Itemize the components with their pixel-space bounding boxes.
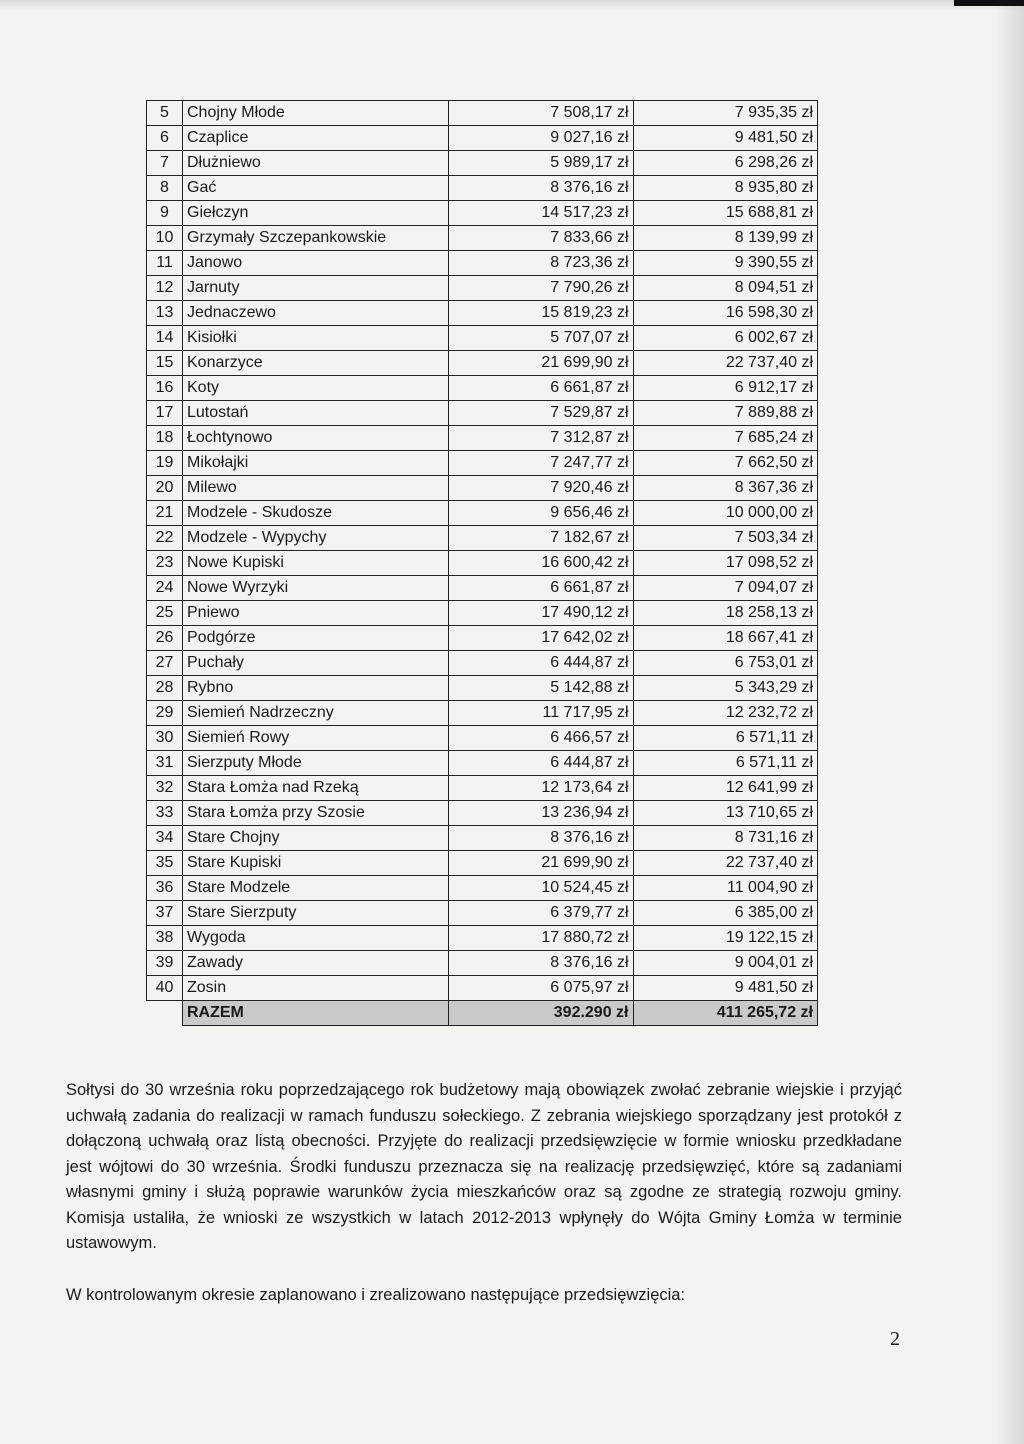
amount-2012: 7 920,46 zł <box>449 476 634 501</box>
row-number: 37 <box>147 901 183 926</box>
row-number: 15 <box>147 351 183 376</box>
table-row <box>147 876 818 901</box>
table-row <box>147 301 818 326</box>
table-row <box>147 201 818 226</box>
village-name: Lutostań <box>183 401 449 426</box>
amount-2013: 5 343,29 zł <box>633 676 818 701</box>
amount-2012: 7 790,26 zł <box>449 276 634 301</box>
amount-2013: 6 571,11 zł <box>633 751 818 776</box>
row-number: 25 <box>147 601 183 626</box>
solectwa-fund-table <box>146 100 818 1026</box>
table-row <box>147 801 818 826</box>
village-name: Giełczyn <box>183 201 449 226</box>
amount-2013: 11 004,90 zł <box>633 876 818 901</box>
row-number: 34 <box>147 826 183 851</box>
amount-2013: 10 000,00 zł <box>633 501 818 526</box>
amount-2012: 7 833,66 zł <box>449 226 634 251</box>
amount-2012: 6 661,87 zł <box>449 576 634 601</box>
row-number: 21 <box>147 501 183 526</box>
row-number: 13 <box>147 301 183 326</box>
row-number: 38 <box>147 926 183 951</box>
row-number: 20 <box>147 476 183 501</box>
amount-2013: 8 094,51 zł <box>633 276 818 301</box>
village-name: Czaplice <box>183 126 449 151</box>
amount-2012: 5 142,88 zł <box>449 676 634 701</box>
village-name: Stara Łomża przy Szosie <box>183 801 449 826</box>
amount-2012: 6 444,87 zł <box>449 651 634 676</box>
village-name: Kisiołki <box>183 326 449 351</box>
row-number: 29 <box>147 701 183 726</box>
row-number: 36 <box>147 876 183 901</box>
amount-2012: 21 699,90 zł <box>449 851 634 876</box>
amount-2012: 7 529,87 zł <box>449 401 634 426</box>
table-row <box>147 376 818 401</box>
row-number: 40 <box>147 976 183 1001</box>
amount-2013: 7 503,34 zł <box>633 526 818 551</box>
table-row <box>147 326 818 351</box>
row-number: 12 <box>147 276 183 301</box>
village-name: Wygoda <box>183 926 449 951</box>
page-number: 2 <box>890 1328 900 1350</box>
amount-2013: 6 298,26 zł <box>633 151 818 176</box>
row-number: 5 <box>147 101 183 126</box>
amount-2013: 6 002,67 zł <box>633 326 818 351</box>
village-name: Stare Modzele <box>183 876 449 901</box>
village-name: Dłużniewo <box>183 151 449 176</box>
amount-2013: 6 753,01 zł <box>633 651 818 676</box>
table-row <box>147 476 818 501</box>
table-row <box>147 751 818 776</box>
village-name: Rybno <box>183 676 449 701</box>
village-name: Janowo <box>183 251 449 276</box>
amount-2013: 9 481,50 zł <box>633 976 818 1001</box>
table-row <box>147 676 818 701</box>
amount-2012: 14 517,23 zł <box>449 201 634 226</box>
row-number: 30 <box>147 726 183 751</box>
row-number: 22 <box>147 526 183 551</box>
amount-2013: 9 390,55 zł <box>633 251 818 276</box>
amount-2013: 8 139,99 zł <box>633 226 818 251</box>
total-2013: 411 265,72 zł <box>633 1001 818 1026</box>
village-name: Modzele - Wypychy <box>183 526 449 551</box>
table-row <box>147 176 818 201</box>
amount-2012: 10 524,45 zł <box>449 876 634 901</box>
village-name: Gać <box>183 176 449 201</box>
row-number: 9 <box>147 201 183 226</box>
village-name: Jarnuty <box>183 276 449 301</box>
amount-2012: 21 699,90 zł <box>449 351 634 376</box>
village-name: Pniewo <box>183 601 449 626</box>
village-name: Mikołajki <box>183 451 449 476</box>
paragraph-fund-procedure: Sołtysi do 30 września roku poprzedzającego rok budżetowy mają obowiązek zwołać zebranie wiejskie i przyjąć uchwałą zadania do realizacji w ramach funduszu sołeckiego. Z zebrania wiejskiego sporządzany jest protokół z dołączoną uchwałą oraz listą obecności. Przyjęte do realizacji przedsięwzięcie w formie wniosku przedkładane jest wójtowi do 30 września. Środki funduszu przeznacza się na realizację przedsięwzięć, które są zadaniami własnymi gminy i służą poprawie warunków życia mieszkańców oraz są zgodne ze strategią rozwoju gminy. Komisja ustaliła, że wnioski ze wszystkich w latach 2012-2013 wpłynęły do Wójta Gminy Łomża w terminie ustawowym. <box>66 1081 902 1252</box>
amount-2013: 18 667,41 zł <box>633 626 818 651</box>
table-row <box>147 951 818 976</box>
amount-2012: 5 989,17 zł <box>449 151 634 176</box>
amount-2012: 6 466,57 zł <box>449 726 634 751</box>
village-name: Siemień Nadrzeczny <box>183 701 449 726</box>
table-row <box>147 726 818 751</box>
village-name: Stare Kupiski <box>183 851 449 876</box>
table-row <box>147 101 818 126</box>
amount-2013: 18 258,13 zł <box>633 601 818 626</box>
amount-2013: 6 912,17 zł <box>633 376 818 401</box>
village-name: Modzele - Skudosze <box>183 501 449 526</box>
amount-2012: 7 182,67 zł <box>449 526 634 551</box>
amount-2012: 6 444,87 zł <box>449 751 634 776</box>
village-name: Podgórze <box>183 626 449 651</box>
table-row <box>147 626 818 651</box>
row-number: 19 <box>147 451 183 476</box>
scan-mark <box>954 0 1024 6</box>
row-number: 18 <box>147 426 183 451</box>
amount-2012: 17 642,02 zł <box>449 626 634 651</box>
amount-2012: 11 717,95 zł <box>449 701 634 726</box>
village-name: Puchały <box>183 651 449 676</box>
amount-2013: 8 367,36 zł <box>633 476 818 501</box>
amount-2012: 8 723,36 zł <box>449 251 634 276</box>
table-row <box>147 576 818 601</box>
table-row <box>147 601 818 626</box>
amount-2013: 8 935,80 zł <box>633 176 818 201</box>
village-name: Siemień Rowy <box>183 726 449 751</box>
amount-2013: 17 098,52 zł <box>633 551 818 576</box>
table-row <box>147 226 818 251</box>
amount-2013: 22 737,40 zł <box>633 851 818 876</box>
amount-2013: 6 571,11 zł <box>633 726 818 751</box>
village-name: Zosin <box>183 976 449 1001</box>
amount-2012: 8 376,16 zł <box>449 176 634 201</box>
table-row <box>147 426 818 451</box>
amount-2012: 13 236,94 zł <box>449 801 634 826</box>
amount-2012: 7 312,87 zł <box>449 426 634 451</box>
row-number: 10 <box>147 226 183 251</box>
amount-2013: 22 737,40 zł <box>633 351 818 376</box>
table-row <box>147 776 818 801</box>
scan-shadow-right <box>994 0 1024 1444</box>
table-row <box>147 976 818 1001</box>
table-row <box>147 251 818 276</box>
amount-2012: 9 656,46 zł <box>449 501 634 526</box>
amount-2013: 7 935,35 zł <box>633 101 818 126</box>
table-row <box>147 351 818 376</box>
amount-2012: 8 376,16 zł <box>449 826 634 851</box>
village-name: Chojny Młode <box>183 101 449 126</box>
amount-2013: 6 385,00 zł <box>633 901 818 926</box>
amount-2013: 7 094,07 zł <box>633 576 818 601</box>
row-number: 28 <box>147 676 183 701</box>
table-row <box>147 851 818 876</box>
village-name: Zawady <box>183 951 449 976</box>
amount-2013: 12 232,72 zł <box>633 701 818 726</box>
row-number: 6 <box>147 126 183 151</box>
total-2012: 392.290 zł <box>449 1001 634 1026</box>
total-row <box>147 1001 818 1026</box>
amount-2012: 8 376,16 zł <box>449 951 634 976</box>
table-row <box>147 526 818 551</box>
table-row <box>147 276 818 301</box>
table-row <box>147 651 818 676</box>
amount-2012: 15 819,23 zł <box>449 301 634 326</box>
village-name: Sierzputy Młode <box>183 751 449 776</box>
amount-2012: 12 173,64 zł <box>449 776 634 801</box>
table-row <box>147 551 818 576</box>
row-number: 17 <box>147 401 183 426</box>
row-number: 24 <box>147 576 183 601</box>
row-number: 31 <box>147 751 183 776</box>
village-name: Konarzyce <box>183 351 449 376</box>
village-name: Łochtynowo <box>183 426 449 451</box>
row-number: 26 <box>147 626 183 651</box>
table-row <box>147 451 818 476</box>
amount-2012: 7 508,17 zł <box>449 101 634 126</box>
village-name: Milewo <box>183 476 449 501</box>
table-row <box>147 826 818 851</box>
village-name: Grzymały Szczepankowskie <box>183 226 449 251</box>
scan-shadow-top <box>0 0 1024 10</box>
row-number: 8 <box>147 176 183 201</box>
paragraph-projects-intro: W kontrolowanym okresie zaplanowano i zrealizowano następujące przedsięwzięcia: <box>66 1286 686 1304</box>
amount-2012: 6 379,77 zł <box>449 901 634 926</box>
row-number: 39 <box>147 951 183 976</box>
row-number: 33 <box>147 801 183 826</box>
amount-2013: 7 662,50 zł <box>633 451 818 476</box>
amount-2013: 19 122,15 zł <box>633 926 818 951</box>
village-name: Jednaczewo <box>183 301 449 326</box>
amount-2012: 6 661,87 zł <box>449 376 634 401</box>
row-number: 23 <box>147 551 183 576</box>
village-name: Koty <box>183 376 449 401</box>
amount-2013: 13 710,65 zł <box>633 801 818 826</box>
amount-2013: 15 688,81 zł <box>633 201 818 226</box>
village-name: Nowe Kupiski <box>183 551 449 576</box>
amount-2013: 12 641,99 zł <box>633 776 818 801</box>
amount-2012: 9 027,16 zł <box>449 126 634 151</box>
table-row <box>147 126 818 151</box>
row-number: 7 <box>147 151 183 176</box>
village-name: Stare Chojny <box>183 826 449 851</box>
amount-2013: 7 889,88 zł <box>633 401 818 426</box>
table-row <box>147 501 818 526</box>
row-number: 27 <box>147 651 183 676</box>
table-row <box>147 926 818 951</box>
village-name: Nowe Wyrzyki <box>183 576 449 601</box>
amount-2012: 6 075,97 zł <box>449 976 634 1001</box>
village-name: Stara Łomża nad Rzeką <box>183 776 449 801</box>
row-number: 14 <box>147 326 183 351</box>
total-label: RAZEM <box>183 1001 449 1026</box>
row-number: 32 <box>147 776 183 801</box>
amount-2012: 5 707,07 zł <box>449 326 634 351</box>
row-number: 35 <box>147 851 183 876</box>
amount-2013: 7 685,24 zł <box>633 426 818 451</box>
row-number: 11 <box>147 251 183 276</box>
amount-2012: 17 880,72 zł <box>449 926 634 951</box>
amount-2013: 8 731,16 zł <box>633 826 818 851</box>
amount-2013: 16 598,30 zł <box>633 301 818 326</box>
amount-2012: 7 247,77 zł <box>449 451 634 476</box>
table-row <box>147 401 818 426</box>
village-name: Stare Sierzputy <box>183 901 449 926</box>
row-number: 16 <box>147 376 183 401</box>
table-row <box>147 901 818 926</box>
table-row <box>147 701 818 726</box>
amount-2013: 9 004,01 zł <box>633 951 818 976</box>
total-blank-cell <box>147 1001 183 1026</box>
amount-2012: 16 600,42 zł <box>449 551 634 576</box>
table-row <box>147 151 818 176</box>
amount-2012: 17 490,12 zł <box>449 601 634 626</box>
amount-2013: 9 481,50 zł <box>633 126 818 151</box>
